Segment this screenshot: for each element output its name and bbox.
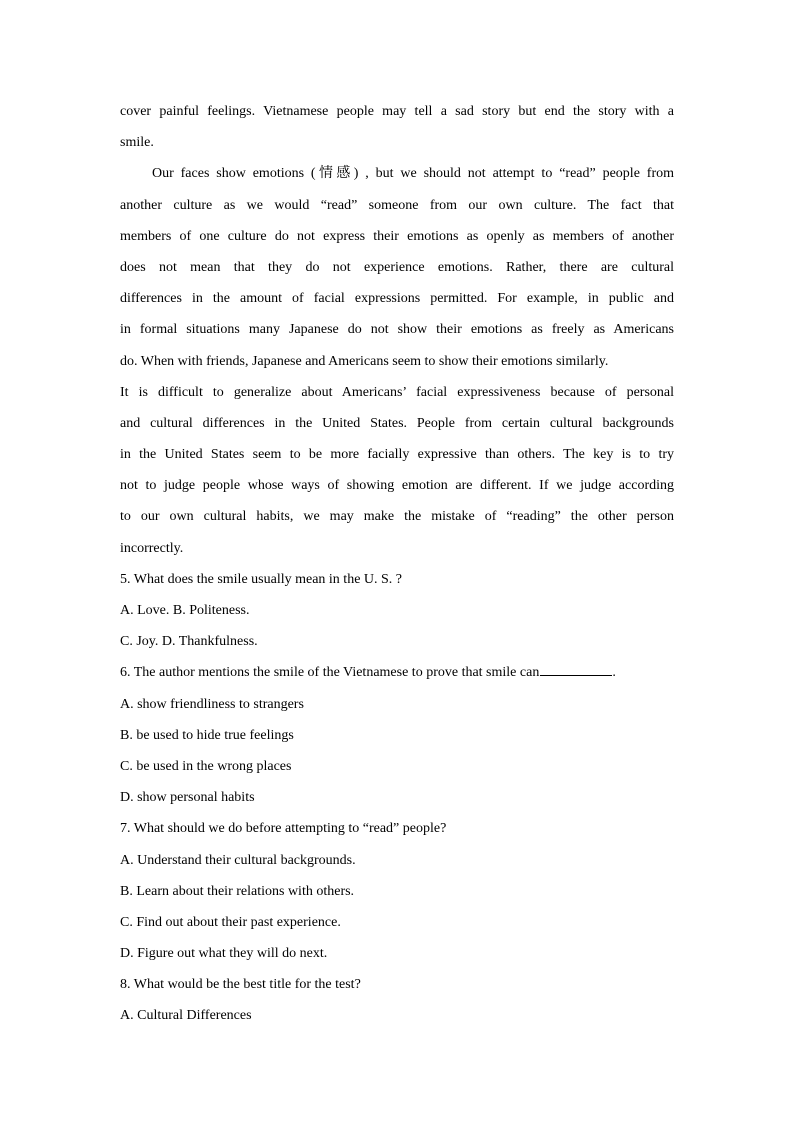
answer-option: B. Learn about their relations with others.: [120, 883, 355, 899]
question-stem: 8. What would be the best title for the test?: [120, 977, 361, 993]
passage-line: Our faces show emotions (情感) , but we should not attempt to “read” people from: [152, 166, 674, 182]
answer-option: B. be used to hide true feelings: [120, 727, 294, 743]
passage-line: It is difficult to generalize about Americans’ facial expressiveness because of personal: [120, 384, 674, 400]
question-7: [120, 813, 674, 969]
answer-option: A. Love. B. Politeness.: [120, 603, 250, 618]
passage-line: and cultural differences in the United States. People from certain cultural backgrounds: [120, 415, 674, 431]
passage-line: in the United States seem to be more facially expressive than others. The key is to try: [120, 447, 674, 463]
answer-blank: [540, 661, 612, 676]
question-stem: [120, 657, 674, 688]
answer-option: C. Joy. D. Thankfulness.: [120, 634, 258, 650]
passage-line: members of one culture do not express their emotions as openly as members of another: [120, 228, 674, 244]
reading-passage: [120, 96, 674, 564]
answer-option: C. Find out about their past experience.: [120, 914, 341, 930]
passage-line: does not mean that they do not experience emotions. Rather, there are cultural: [120, 259, 674, 275]
question-8: [120, 969, 674, 1031]
question-stem: 5. What does the smile usually mean in the U. S. ?: [120, 571, 403, 587]
answer-option: A. Cultural Differences: [120, 1008, 252, 1024]
passage-line: to our own cultural habits, we may make the mistake of “reading” the other person: [120, 509, 674, 525]
passage-line: do. When with friends, Japanese and Americans seem to show their emotions similarly.: [120, 353, 609, 369]
answer-option: D. show personal habits: [120, 790, 255, 806]
document-body: [120, 96, 674, 1032]
passage-line: in formal situations many Japanese do not show their emotions as freely as Americans: [120, 322, 674, 338]
question-stem-text: 6. The author mentions the smile of the Vietnamese to prove that smile can: [120, 665, 540, 681]
passage-line: differences in the amount of facial expressions permitted. For example, in public and: [120, 291, 674, 307]
question-6: [120, 657, 674, 813]
answer-option: A. show friendliness to strangers: [120, 696, 304, 712]
passage-line: incorrectly.: [120, 540, 184, 556]
question-stem: 7. What should we do before attempting to “read” people?: [120, 821, 447, 837]
question-5: [120, 564, 674, 658]
passage-line: another culture as we would “read” someone from our own culture. The fact that: [120, 197, 674, 213]
answer-option: A. Understand their cultural backgrounds.: [120, 852, 356, 868]
answer-option: D. Figure out what they will do next.: [120, 946, 328, 962]
answer-option: C. be used in the wrong places: [120, 758, 292, 774]
passage-line: cover painful feelings. Vietnamese people may tell a sad story but end the story with a: [120, 104, 674, 119]
passage-line: smile.: [120, 135, 154, 151]
question-stem-end: .: [612, 665, 616, 681]
passage-line: not to judge people whose ways of showing emotion are different. If we judge according: [120, 478, 674, 494]
